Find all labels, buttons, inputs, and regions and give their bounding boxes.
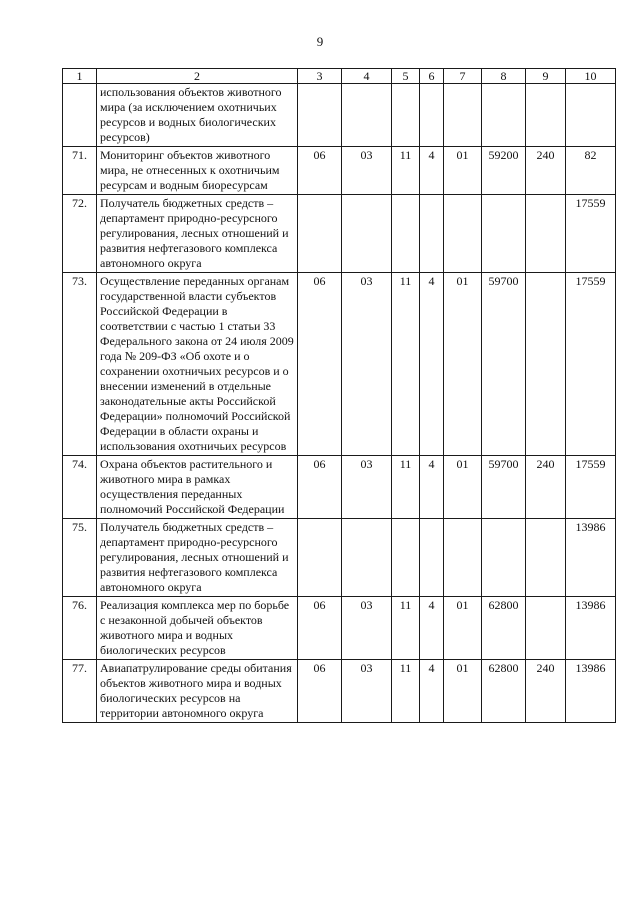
- row-description: Получатель бюджетных средств – департамент природно-ресурсного регулирования, лесных отношений и развития нефтегазового комплекса автономного округа: [97, 195, 298, 273]
- code-program: [392, 84, 420, 147]
- row-number: [63, 84, 97, 147]
- code-section: 06: [298, 456, 342, 519]
- code-direction: [482, 519, 526, 597]
- header-cell: 5: [392, 69, 420, 84]
- code-program: 11: [392, 597, 420, 660]
- code-direction: 59700: [482, 273, 526, 456]
- code-direction: [482, 84, 526, 147]
- row-number: 72.: [63, 195, 97, 273]
- code-subsection: 03: [342, 660, 392, 723]
- code-expense-type: [526, 84, 566, 147]
- row-description: Мониторинг объектов животного мира, не отнесенных к охотничьим ресурсам и водным биоресурсам: [97, 147, 298, 195]
- table-row: [63, 456, 616, 519]
- code-event: 01: [444, 660, 482, 723]
- code-direction: 62800: [482, 660, 526, 723]
- code-subprogram: 4: [420, 456, 444, 519]
- code-subprogram: 4: [420, 597, 444, 660]
- code-section: [298, 519, 342, 597]
- amount: 13986: [566, 519, 616, 597]
- table-row: [63, 195, 616, 273]
- code-section: [298, 195, 342, 273]
- code-subsection: [342, 84, 392, 147]
- row-description: Авиапатрулирование среды обитания объектов животного мира и водных биологических ресурсов на территории автономного округа: [97, 660, 298, 723]
- code-subprogram: [420, 195, 444, 273]
- code-event: [444, 519, 482, 597]
- header-row: [63, 69, 616, 84]
- amount: 17559: [566, 195, 616, 273]
- code-event: [444, 195, 482, 273]
- row-number: 76.: [63, 597, 97, 660]
- amount: [566, 84, 616, 147]
- code-program: [392, 519, 420, 597]
- row-number: 75.: [63, 519, 97, 597]
- code-subprogram: 4: [420, 660, 444, 723]
- code-subprogram: 4: [420, 147, 444, 195]
- code-subsection: 03: [342, 456, 392, 519]
- code-expense-type: [526, 597, 566, 660]
- code-program: 11: [392, 456, 420, 519]
- header-cell: 10: [566, 69, 616, 84]
- row-description: Получатель бюджетных средств – департамент природно-ресурсного регулирования, лесных отношений и развития нефтегазового комплекса автономного округа: [97, 519, 298, 597]
- table-row: [63, 273, 616, 456]
- code-expense-type: 240: [526, 456, 566, 519]
- table-row: [63, 597, 616, 660]
- row-description: использования объектов животного мира (за исключением охотничьих ресурсов и водных биологических ресурсов): [97, 84, 298, 147]
- header-cell: 8: [482, 69, 526, 84]
- code-expense-type: [526, 273, 566, 456]
- table-row: [63, 660, 616, 723]
- code-section: 06: [298, 273, 342, 456]
- header-cell: 1: [63, 69, 97, 84]
- code-expense-type: [526, 195, 566, 273]
- row-description: Охрана объектов растительного и животного мира в рамках осуществления переданных полномочий Российской Федерации: [97, 456, 298, 519]
- code-section: 06: [298, 147, 342, 195]
- code-section: 06: [298, 660, 342, 723]
- code-direction: 59700: [482, 456, 526, 519]
- code-expense-type: 240: [526, 660, 566, 723]
- page-number: 9: [316, 34, 324, 49]
- code-event: [444, 84, 482, 147]
- row-number: 73.: [63, 273, 97, 456]
- code-subprogram: 4: [420, 273, 444, 456]
- table-row: [63, 84, 616, 147]
- header-cell: 2: [97, 69, 298, 84]
- row-number: 77.: [63, 660, 97, 723]
- row-description: Реализация комплекса мер по борьбе с незаконной добычей объектов животного мира и водных биологических ресурсов: [97, 597, 298, 660]
- row-description: Осуществление переданных органам государственной власти субъектов Российской Федерации в соответствии с частью 1 статьи 33 Федерального закона от 24 июля 2009 года № 209-ФЗ «Об охоте и о сохранении охотничьих ресурсов и о внесении изменений в отдельные законодательные акты Российской Федерации» полномочий Российской Федерации в области охраны и использования охотничьих ресурсов: [97, 273, 298, 456]
- header-cell: 6: [420, 69, 444, 84]
- header-cell: 7: [444, 69, 482, 84]
- code-expense-type: 240: [526, 147, 566, 195]
- code-event: 01: [444, 597, 482, 660]
- code-program: 11: [392, 147, 420, 195]
- budget-table: [62, 68, 616, 723]
- code-event: 01: [444, 273, 482, 456]
- amount: 17559: [566, 456, 616, 519]
- header-cell: 4: [342, 69, 392, 84]
- code-direction: 62800: [482, 597, 526, 660]
- table-row: [63, 519, 616, 597]
- code-program: [392, 195, 420, 273]
- code-direction: 59200: [482, 147, 526, 195]
- code-subprogram: [420, 84, 444, 147]
- code-subsection: 03: [342, 273, 392, 456]
- code-event: 01: [444, 147, 482, 195]
- code-expense-type: [526, 519, 566, 597]
- amount: 82: [566, 147, 616, 195]
- code-subsection: 03: [342, 597, 392, 660]
- code-section: [298, 84, 342, 147]
- amount: 17559: [566, 273, 616, 456]
- code-section: 06: [298, 597, 342, 660]
- code-direction: [482, 195, 526, 273]
- code-subsection: [342, 519, 392, 597]
- code-subsection: 03: [342, 147, 392, 195]
- table-row: [63, 147, 616, 195]
- row-number: 71.: [63, 147, 97, 195]
- header-cell: 9: [526, 69, 566, 84]
- header-cell: 3: [298, 69, 342, 84]
- code-subsection: [342, 195, 392, 273]
- amount: 13986: [566, 597, 616, 660]
- code-program: 11: [392, 273, 420, 456]
- code-program: 11: [392, 660, 420, 723]
- row-number: 74.: [63, 456, 97, 519]
- code-subprogram: [420, 519, 444, 597]
- amount: 13986: [566, 660, 616, 723]
- code-event: 01: [444, 456, 482, 519]
